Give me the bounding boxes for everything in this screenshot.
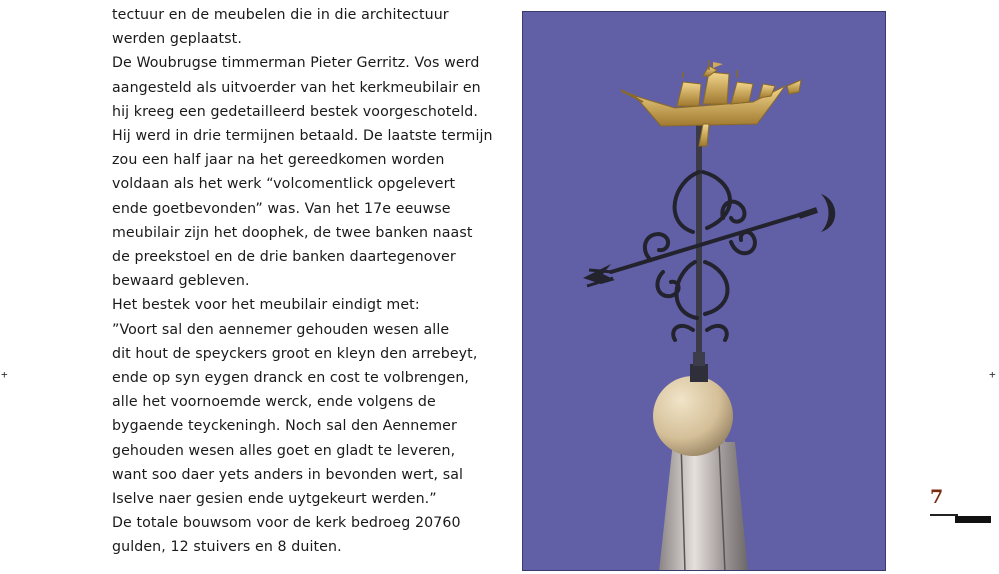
body-text-line: alle het voornoemde werck, ende volgens de xyxy=(112,394,436,411)
body-text-line: ”Voort sal den aennemer gehouden wesen alle xyxy=(112,321,450,338)
body-text-line: bewaard gebleven. xyxy=(112,273,250,290)
page-number-rule-thick xyxy=(955,516,991,523)
crop-mark-left: + xyxy=(1,368,8,381)
body-text-line: Het bestek voor het meubilair eindigt met: xyxy=(112,297,420,314)
body-text-line: bygaende teyckeningh. Noch sal den Aennemer xyxy=(112,418,457,435)
vane-rod xyxy=(696,117,702,382)
body-text-line: de preekstoel en de drie banken daartegenover xyxy=(112,249,456,266)
body-text-line: meubilair zijn het doophek, de twee banken naast xyxy=(112,224,473,241)
crop-mark-right: + xyxy=(989,368,996,381)
body-text-line: dit hout de speyckers groot en kleyn den arrebeyt, xyxy=(112,345,478,362)
page-number: 7 xyxy=(930,486,944,508)
body-text-line: ende goetbevonden” was. Van het 17e eeuwse xyxy=(112,200,451,217)
body-text-line: want soo daer yets anders in bevonden wert, sal xyxy=(112,466,464,483)
body-text-column xyxy=(112,3,492,560)
crescent-moon xyxy=(821,194,835,232)
spire-ball xyxy=(653,376,733,456)
body-text-line: Iselve naer gesien ende uytgekeurt werden.” xyxy=(112,491,437,508)
body-text-line: tectuur en de meubelen die in die architectuur xyxy=(112,7,449,23)
body-text-line: De Woubrugse timmerman Pieter Gerritz. Vos werd xyxy=(112,55,480,72)
page-number-rule-thin xyxy=(930,514,958,516)
body-text-line: ende op syn eygen dranck en cost te volbrengen, xyxy=(112,370,470,387)
golden-ship xyxy=(635,66,801,146)
body-text-line: werden geplaatst. xyxy=(112,31,242,48)
body-text-line: Hij werd in drie termijnen betaald. De laatste termijn xyxy=(112,128,493,145)
body-text-line: hij kreeg een gedetailleerd bestek voorgeschoteld. xyxy=(112,103,478,120)
weathervane-illustration xyxy=(523,12,886,571)
body-text-line: voldaan als het werk “volcomentlick opgelevert xyxy=(112,176,456,193)
spire xyxy=(659,442,748,571)
body-text-line: aangesteld als uitvoerder van het kerkmeubilair en xyxy=(112,79,481,96)
body-text-line: zou een half jaar na het gereedkomen worden xyxy=(112,152,445,169)
body-text-line: gehouden wesen alles goet en gladt te leveren, xyxy=(112,442,456,459)
body-text-line: gulden, 12 stuivers en 8 duiten. xyxy=(112,539,342,556)
body-text-line: De totale bouwsom voor de kerk bedroeg 20760 xyxy=(112,515,461,532)
weathervane-photo xyxy=(522,11,886,571)
compass-arms xyxy=(611,172,809,340)
